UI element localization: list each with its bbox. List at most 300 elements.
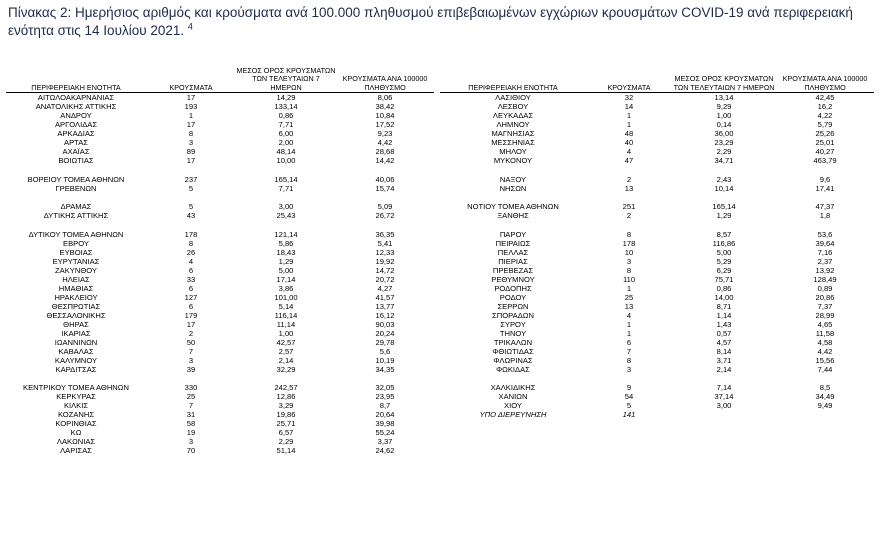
cell-region: ΚΩ xyxy=(70,428,82,437)
table-row xyxy=(6,347,434,356)
cell-region: ΛΑΚΩΝΙΑΣ xyxy=(56,437,96,446)
cell-cases: 8 xyxy=(188,129,194,138)
cell-cases: 54 xyxy=(624,392,634,401)
cell-region: ΔΥΤΙΚΟΥ ΤΟΜΕΑ ΑΘΗΝΩΝ xyxy=(28,229,124,239)
cell-avg7: 7,71 xyxy=(278,183,294,193)
cell-cases: 110 xyxy=(622,274,636,284)
cell-avg7: 75,71 xyxy=(714,274,734,284)
table-row xyxy=(6,156,434,165)
cell-cases: 1 xyxy=(626,111,632,120)
cell-per100k: 8,06 xyxy=(377,93,393,102)
cell-cases: 1 xyxy=(626,328,632,338)
header-per100k: ΚΡΟΥΣΜΑΤΑ ΑΝΑ 100000 ΠΛΗΘΥΣΜΟ xyxy=(336,66,434,93)
table-row xyxy=(440,302,874,311)
cell-avg7: 2,29 xyxy=(716,147,732,156)
cell-avg7: 116,14 xyxy=(274,310,298,320)
right-data-table xyxy=(440,66,874,419)
table-row xyxy=(6,93,434,103)
cell-per100k: 34,35 xyxy=(375,364,395,374)
cell-region: ΤΗΝΟΥ xyxy=(499,328,527,338)
spacer-row xyxy=(6,193,434,203)
cell-region: ΑΡΓΟΛΙΔΑΣ xyxy=(54,120,98,129)
cell-avg7: 0,86 xyxy=(716,283,732,293)
spacer-row xyxy=(6,220,434,230)
cell-avg7 xyxy=(236,374,336,384)
table-row xyxy=(440,347,874,356)
cell-per100k: 20,72 xyxy=(375,274,395,284)
cell-cases: 251 xyxy=(622,202,636,211)
cell-per100k: 10,19 xyxy=(375,355,395,365)
cell-cases: 8 xyxy=(188,238,194,248)
cell-avg7: 5,00 xyxy=(716,247,732,257)
cell-cases: 179 xyxy=(184,310,198,320)
cell-region: ΥΠΟ ΔΙΕΡΕΥΝΗΣΗ xyxy=(479,410,547,419)
cell-cases: 17 xyxy=(186,156,196,165)
cell-region xyxy=(440,220,586,230)
cell-avg7: 25,43 xyxy=(276,211,296,220)
table-row xyxy=(440,284,874,293)
cell-avg7: 2,14 xyxy=(278,355,294,365)
cell-per100k: 8,7 xyxy=(379,401,391,410)
cell-avg7: 6,00 xyxy=(278,129,294,138)
cell-avg7: 1,14 xyxy=(716,310,732,320)
cell-per100k: 25,26 xyxy=(815,129,835,138)
table-row xyxy=(6,338,434,347)
cell-per100k: 38,42 xyxy=(375,102,395,111)
cell-cases: 1 xyxy=(626,283,632,293)
cell-region: ΕΒΡΟΥ xyxy=(63,238,89,248)
cell-avg7 xyxy=(236,220,336,230)
table-row xyxy=(6,275,434,284)
table-row xyxy=(440,147,874,156)
cell-per100k: 15,74 xyxy=(375,183,395,193)
cell-cases xyxy=(586,374,672,384)
table-row xyxy=(6,428,434,437)
cell-cases xyxy=(586,165,672,175)
cell-region: ΘΕΣΠΡΩΤΙΑΣ xyxy=(51,301,101,311)
cell-region: ΓΡΕΒΕΝΩΝ xyxy=(55,183,97,193)
cell-per100k: 5,41 xyxy=(377,238,393,248)
right-table-body xyxy=(440,93,874,420)
cell-cases: 89 xyxy=(186,147,196,156)
cell-avg7 xyxy=(672,220,776,230)
cell-cases: 4 xyxy=(626,147,632,156)
cell-region: ΒΟΡΕΙΟΥ ΤΟΜΕΑ ΑΘΗΝΩΝ xyxy=(27,174,125,184)
cell-cases: 3 xyxy=(626,364,632,374)
cell-cases: 141 xyxy=(622,410,636,419)
cell-cases xyxy=(146,193,236,203)
cell-per100k xyxy=(336,165,434,175)
cell-region: ΛΑΡΙΣΑΣ xyxy=(60,446,92,455)
cell-region: ΑΡΚΑΔΙΑΣ xyxy=(57,129,95,138)
cell-region: ΝΑΞΟΥ xyxy=(499,174,527,184)
cell-per100k xyxy=(336,220,434,230)
table-row xyxy=(6,419,434,428)
cell-region xyxy=(440,165,586,175)
cell-per100k: 34,49 xyxy=(815,392,835,401)
cell-per100k: 25,01 xyxy=(815,138,835,147)
cell-per100k: 5,09 xyxy=(377,202,393,211)
cell-avg7 xyxy=(672,193,776,203)
cell-avg7: 10,00 xyxy=(276,156,296,165)
cell-cases: 178 xyxy=(184,229,198,239)
table-row xyxy=(440,275,874,284)
cell-avg7: 2,00 xyxy=(278,138,294,147)
table-row xyxy=(6,356,434,365)
cell-per100k: 0,89 xyxy=(817,283,833,293)
cell-cases: 6 xyxy=(626,337,632,347)
cell-cases: 6 xyxy=(188,301,194,311)
cell-per100k: 128,49 xyxy=(813,274,837,284)
table-row xyxy=(440,293,874,302)
cell-per100k: 7,44 xyxy=(817,364,833,374)
table-row xyxy=(440,239,874,248)
cell-region: ΠΕΛΛΑΣ xyxy=(497,247,529,257)
cell-cases: 5 xyxy=(188,183,194,193)
cell-avg7: 42,57 xyxy=(276,337,296,347)
cell-per100k: 5,6 xyxy=(379,346,391,356)
cell-region: ΕΥΡΥΤΑΝΙΑΣ xyxy=(52,256,100,266)
cell-avg7: 23,29 xyxy=(714,138,734,147)
cell-per100k: 32,05 xyxy=(375,383,395,392)
cell-cases: 7 xyxy=(626,346,632,356)
cell-per100k: 40,06 xyxy=(375,174,395,184)
cell-avg7: 3,00 xyxy=(278,202,294,211)
cell-cases: 1 xyxy=(626,120,632,129)
cell-per100k: 9,6 xyxy=(819,174,831,184)
cell-cases: 10 xyxy=(624,247,634,257)
cell-cases: 17 xyxy=(186,93,196,102)
cell-per100k: 47,37 xyxy=(815,202,835,211)
cell-avg7: 1,00 xyxy=(278,328,294,338)
cell-per100k: 4,42 xyxy=(377,138,393,147)
cell-cases xyxy=(586,220,672,230)
cell-per100k: 20,24 xyxy=(375,328,395,338)
cell-per100k: 19,92 xyxy=(375,256,395,266)
table-row xyxy=(440,365,874,374)
cell-cases: 8 xyxy=(626,229,632,239)
cell-region: ΠΑΡΟΥ xyxy=(499,229,527,239)
cell-avg7: 12,86 xyxy=(276,392,296,401)
table-caption xyxy=(8,4,874,40)
cell-avg7: 51,14 xyxy=(276,446,296,455)
cell-region: ΜΑΓΝΗΣΙΑΣ xyxy=(491,129,535,138)
table-row xyxy=(6,120,434,129)
cell-per100k: 26,72 xyxy=(375,211,395,220)
cell-region: ΗΡΑΚΛΕΙΟΥ xyxy=(54,292,98,302)
table-row xyxy=(6,102,434,111)
cell-per100k: 3,37 xyxy=(377,437,393,446)
cell-region: ΚΑΡΔΙΤΣΑΣ xyxy=(55,364,97,374)
cell-region: ΣΥΡΟΥ xyxy=(500,319,526,329)
cell-avg7: 37,14 xyxy=(714,392,734,401)
cell-cases xyxy=(146,165,236,175)
table-row xyxy=(6,302,434,311)
cell-cases: 70 xyxy=(186,446,196,455)
cell-cases: 6 xyxy=(188,265,194,275)
table-row xyxy=(6,248,434,257)
cell-per100k: 41,57 xyxy=(375,292,395,302)
cell-region: ΦΩΚΙΔΑΣ xyxy=(496,364,530,374)
cell-avg7: 11,14 xyxy=(276,319,296,329)
cell-region: ΤΡΙΚΑΛΩΝ xyxy=(493,337,533,347)
cell-cases: 13 xyxy=(624,301,634,311)
cell-per100k: 2,37 xyxy=(817,256,833,266)
cell-cases: 7 xyxy=(188,346,194,356)
cell-region: ΗΜΑΘΙΑΣ xyxy=(58,283,94,293)
header-cases: ΚΡΟΥΣΜΑΤΑ xyxy=(586,66,672,93)
cell-avg7: 14,00 xyxy=(714,292,734,302)
table-row xyxy=(440,392,874,401)
cell-avg7: 9,29 xyxy=(716,102,732,111)
cell-region: ΞΑΝΘΗΣ xyxy=(497,211,529,220)
cell-region: ΑΝΑΤΟΛΙΚΗΣ ΑΤΤΙΚΗΣ xyxy=(35,102,117,111)
table-row xyxy=(6,383,434,392)
cell-avg7: 1,43 xyxy=(716,319,732,329)
cell-avg7: 18,43 xyxy=(276,247,296,257)
cell-cases: 2 xyxy=(188,328,194,338)
cell-avg7: 2,57 xyxy=(278,346,294,356)
cell-region: ΚΟΡΙΝΘΙΑΣ xyxy=(55,419,97,428)
table-row xyxy=(440,383,874,392)
cell-per100k: 42,45 xyxy=(815,93,835,102)
cell-cases: 19 xyxy=(186,428,196,437)
header-avg7: ΜΕΣΟΣ ΟΡΟΣ ΚΡΟΥΣΜΑΤΩΝ ΤΩΝ ΤΕΛΕΥΤΑΙΩΝ 7 ΗΜΕΡΩΝ xyxy=(672,66,776,93)
cell-cases: 25 xyxy=(186,392,196,401)
spacer-row xyxy=(440,165,874,175)
cell-region: ΠΙΕΡΙΑΣ xyxy=(498,256,528,266)
cell-avg7: 5,29 xyxy=(716,256,732,266)
header-per100k: ΚΡΟΥΣΜΑΤΑ ΑΝΑ 100000 ΠΛΗΘΥΣΜΟ xyxy=(776,66,874,93)
table-row xyxy=(6,239,434,248)
cell-region: ΜΕΣΣΗΝΙΑΣ xyxy=(491,138,535,147)
cell-region: ΝΗΣΩΝ xyxy=(499,183,527,193)
spacer-row xyxy=(440,220,874,230)
cell-region: ΖΑΚΥΝΘΟΥ xyxy=(55,265,97,275)
cell-per100k: 36,35 xyxy=(375,229,395,239)
table-row xyxy=(6,320,434,329)
cell-cases: 4 xyxy=(626,310,632,320)
cell-region: ΚΑΒΑΛΑΣ xyxy=(58,346,94,356)
table-row xyxy=(6,138,434,147)
cell-avg7: 1,29 xyxy=(278,256,294,266)
cell-avg7: 0,14 xyxy=(716,120,732,129)
cell-cases: 193 xyxy=(184,102,198,111)
cell-cases xyxy=(146,220,236,230)
cell-region: ΡΟΔΟΠΗΣ xyxy=(494,283,532,293)
cell-per100k xyxy=(776,220,874,230)
cell-region: ΗΛΕΙΑΣ xyxy=(62,274,90,284)
cell-cases: 3 xyxy=(188,437,194,446)
table-row xyxy=(440,401,874,410)
table-row xyxy=(440,184,874,193)
cell-avg7: 8,57 xyxy=(716,229,732,239)
table-row xyxy=(6,446,434,455)
left-data-table xyxy=(6,66,434,455)
table-row xyxy=(440,329,874,338)
cell-cases: 39 xyxy=(186,364,196,374)
cell-region xyxy=(6,374,146,384)
cell-cases: 1 xyxy=(626,319,632,329)
spacer-row xyxy=(440,193,874,203)
cell-region: ΧΙΟΥ xyxy=(504,401,522,410)
cell-per100k: 17,52 xyxy=(375,120,395,129)
cell-cases: 26 xyxy=(186,247,196,257)
cell-cases: 5 xyxy=(188,202,194,211)
cell-per100k: 4,58 xyxy=(817,337,833,347)
cell-cases: 40 xyxy=(624,138,634,147)
cell-avg7: 242,57 xyxy=(274,383,298,392)
cell-cases: 4 xyxy=(188,256,194,266)
cell-region: ΚΑΛΥΜΝΟΥ xyxy=(54,355,98,365)
cell-per100k: 90,03 xyxy=(375,319,395,329)
cell-region: ΛΑΣΙΘΙΟΥ xyxy=(495,93,531,102)
cell-region: ΕΥΒΟΙΑΣ xyxy=(59,247,93,257)
cell-per100k: 5,79 xyxy=(817,120,833,129)
cell-avg7: 36,00 xyxy=(714,129,734,138)
cell-cases: 25 xyxy=(624,292,634,302)
cell-region: ΧΑΛΚΙΔΙΚΗΣ xyxy=(490,383,536,392)
cell-region: ΚΙΛΚΙΣ xyxy=(63,401,89,410)
table-row xyxy=(6,410,434,419)
cell-cases: 7 xyxy=(188,401,194,410)
cell-avg7 xyxy=(236,193,336,203)
cell-per100k xyxy=(776,165,874,175)
cell-per100k: 7,37 xyxy=(817,301,833,311)
cell-per100k: 15,56 xyxy=(815,355,835,365)
cell-avg7: 3,71 xyxy=(716,355,732,365)
table-row xyxy=(6,329,434,338)
cell-region: ΑΝΔΡΟΥ xyxy=(60,111,92,120)
cell-avg7: 1,29 xyxy=(716,211,732,220)
table-row xyxy=(440,410,874,419)
cell-per100k: 14,72 xyxy=(375,265,395,275)
cell-region: ΡΕΘΥΜΝΟΥ xyxy=(491,274,535,284)
cell-cases: 17 xyxy=(186,319,196,329)
cell-avg7: 0,57 xyxy=(716,328,732,338)
cell-avg7: 17,14 xyxy=(276,274,296,284)
table-row xyxy=(440,129,874,138)
cell-per100k: 55,24 xyxy=(375,428,395,437)
cell-per100k xyxy=(336,193,434,203)
cell-region: ΚΟΖΑΝΗΣ xyxy=(57,410,95,419)
cell-region xyxy=(440,193,586,203)
cell-cases: 33 xyxy=(186,274,196,284)
table-row xyxy=(6,365,434,374)
table-row xyxy=(6,257,434,266)
cell-cases: 178 xyxy=(622,238,636,248)
table-row xyxy=(440,120,874,129)
cell-cases: 50 xyxy=(186,337,196,347)
table-row xyxy=(6,129,434,138)
cell-avg7: 3,29 xyxy=(278,401,294,410)
cell-cases: 31 xyxy=(186,410,196,419)
cell-region: ΛΗΜΝΟΥ xyxy=(496,120,530,129)
cell-per100k: 11,58 xyxy=(815,328,835,338)
table-row xyxy=(440,102,874,111)
table-row xyxy=(440,311,874,320)
cell-avg7: 7,14 xyxy=(716,383,732,392)
cell-cases: 13 xyxy=(624,183,634,193)
spacer-row xyxy=(6,374,434,384)
table-row xyxy=(440,338,874,347)
cell-region: ΑΡΤΑΣ xyxy=(64,138,88,147)
table-row xyxy=(6,293,434,302)
table-row xyxy=(6,184,434,193)
cell-per100k: 24,62 xyxy=(375,446,395,455)
table-row xyxy=(440,111,874,120)
table-row xyxy=(440,202,874,211)
cell-cases: 3 xyxy=(626,256,632,266)
cell-region: ΣΕΡΡΩΝ xyxy=(497,301,529,311)
table-row xyxy=(440,356,874,365)
cell-per100k: 53,6 xyxy=(817,229,833,239)
cell-per100k: 28,68 xyxy=(375,147,395,156)
cell-cases: 237 xyxy=(184,174,198,184)
caption-text: Πίνακας 2: Ημερήσιος αριθμός και κρούσματα ανά 100.000 πληθυσμού επιβεβαιωμένων εγχώριων κρουσμάτων COVID-19 ανά περιφερειακή ενότητα στις 14 Ιουλίου 2021. xyxy=(8,5,853,38)
cell-per100k: 4,65 xyxy=(817,319,833,329)
cell-avg7: 3,86 xyxy=(278,283,294,293)
cell-per100k: 4,22 xyxy=(817,111,833,120)
cell-cases: 5 xyxy=(626,401,632,410)
cell-avg7 xyxy=(672,410,776,419)
cell-region: ΒΟΙΩΤΙΑΣ xyxy=(58,156,94,165)
cell-per100k: 17,41 xyxy=(815,183,835,193)
cell-avg7: 48,14 xyxy=(276,147,296,156)
table-row xyxy=(6,311,434,320)
table-row xyxy=(6,437,434,446)
cell-per100k: 13,77 xyxy=(375,301,395,311)
cell-per100k: 39,64 xyxy=(815,238,835,248)
spacer-row xyxy=(6,165,434,175)
cell-per100k: 12,33 xyxy=(375,247,395,257)
cell-per100k: 16,12 xyxy=(375,310,395,320)
table-row xyxy=(440,320,874,329)
cell-region: ΜΗΛΟΥ xyxy=(499,147,527,156)
cell-cases: 32 xyxy=(624,93,634,102)
cell-per100k: 20,64 xyxy=(375,410,395,419)
left-table-body xyxy=(6,93,434,456)
table-row xyxy=(6,401,434,410)
cell-avg7: 34,71 xyxy=(714,156,734,165)
cell-cases: 127 xyxy=(184,292,198,302)
cell-region: ΠΡΕΒΕΖΑΣ xyxy=(492,265,534,275)
cell-avg7: 5,86 xyxy=(278,238,294,248)
cell-per100k: 40,27 xyxy=(815,147,835,156)
cell-avg7: 121,14 xyxy=(274,229,298,239)
table-row xyxy=(6,230,434,239)
cell-avg7: 2,43 xyxy=(716,174,732,184)
cell-region: ΦΛΩΡΙΝΑΣ xyxy=(493,355,533,365)
cell-per100k xyxy=(776,193,874,203)
cell-cases xyxy=(586,193,672,203)
cell-cases: 2 xyxy=(626,174,632,184)
table-row xyxy=(6,211,434,220)
cell-region xyxy=(6,193,146,203)
cell-cases: 9 xyxy=(626,383,632,392)
table-row xyxy=(6,266,434,275)
cell-cases: 3 xyxy=(188,138,194,147)
header-region: ΠΕΡΙΦΕΡΕΙΑΚΗ ΕΝΟΤΗΤΑ xyxy=(6,66,146,93)
cell-region xyxy=(6,220,146,230)
cell-region xyxy=(440,374,586,384)
header-region: ΠΕΡΙΦΕΡΕΙΑΚΗ ΕΝΟΤΗΤΑ xyxy=(440,66,586,93)
cell-region: ΡΟΔΟΥ xyxy=(499,292,527,302)
cell-region: ΦΘΙΩΤΙΔΑΣ xyxy=(492,346,534,356)
table-row xyxy=(440,138,874,147)
cell-avg7: 1,00 xyxy=(716,111,732,120)
cell-avg7: 6,57 xyxy=(278,428,294,437)
